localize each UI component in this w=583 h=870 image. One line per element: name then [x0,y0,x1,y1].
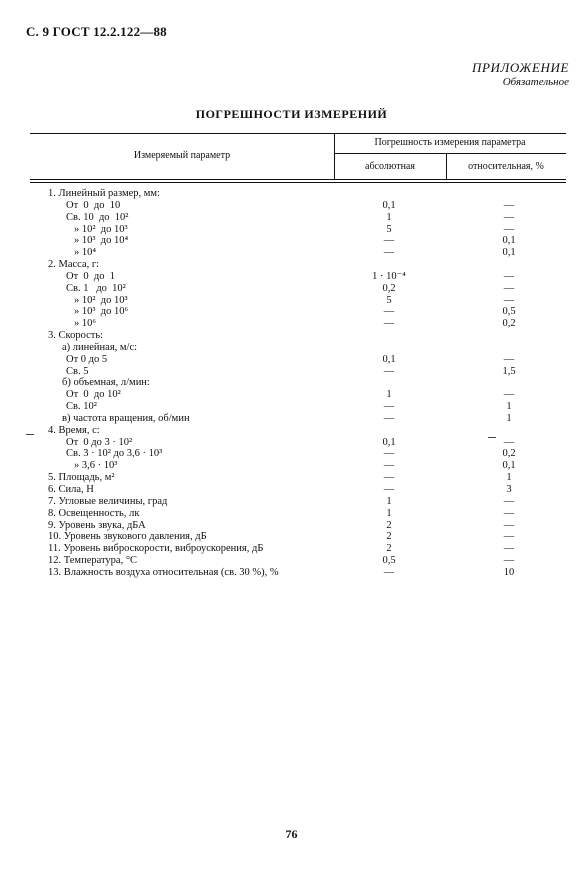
row-relative-value: — [503,199,515,211]
document-title: ПОГРЕШНОСТИ ИЗМЕРЕНИЙ [195,107,388,121]
row-absolute-value: 5 [386,223,392,235]
table-row [0,283,583,295]
table-row [0,520,583,532]
scan-mark [488,437,496,438]
row-relative-value: 1 [506,412,512,424]
row-relative-value: — [503,211,515,223]
row-label: Св. 1 до 10² [66,282,126,294]
row-relative-value: 3 [506,484,512,495]
row-absolute-value: — [383,365,395,377]
row-relative-value: 1 [506,472,512,484]
row-absolute-value: 5 [386,294,392,306]
row-relative-value: — [503,223,515,235]
row-absolute-value: — [383,460,395,472]
page-number: 76 [285,827,298,841]
row-label: 10. Уровень звукового давления, дБ [48,531,207,543]
row-absolute-value: — [383,448,395,460]
row-label: » 10³ до 10⁶ [74,306,129,318]
table-row [0,342,583,354]
table-row [0,366,583,378]
row-label: От 0 до 10² [66,389,121,401]
row-absolute-value: 0,1 [382,199,396,211]
row-absolute-value: 1 · 10⁻⁴ [372,270,406,282]
row-label: Св. 5 [66,365,89,377]
table-row [0,555,583,567]
row-absolute-value: 0,1 [382,436,396,448]
row-label: 7. Угловые величины, град [48,495,168,507]
row-relative-value: — [503,543,515,555]
table-row [0,330,583,342]
row-label: От 0 до 3 · 10² [66,436,133,448]
column-header-absolute: абсолютная [365,161,415,172]
row-absolute-value: 1 [386,495,392,507]
table-row [0,531,583,543]
row-label: 3. Скорость: [48,330,104,342]
row-label: 13. Влажность воздуха относительная (св. 30 %), % [48,566,279,578]
row-label: а) линейная, м/с: [62,341,138,353]
row-label: От 0 до 5 [66,353,108,365]
row-absolute-value: — [383,235,395,247]
row-label: » 10² до 10³ [74,223,128,235]
table-row [0,224,583,236]
table-top-rule [30,133,566,134]
row-relative-value: 1,5 [502,365,516,377]
header-bottom-rule [30,179,566,180]
row-relative-value: — [503,353,515,365]
row-relative-value: 0,1 [502,460,516,472]
table-row [0,318,583,330]
row-relative-value: 1 [506,401,512,413]
row-absolute-value: 0,5 [382,555,396,567]
row-relative-value: — [503,531,515,543]
row-absolute-value: — [383,566,395,578]
row-label: 8. Освещенность, лк [48,507,140,519]
row-relative-value: — [503,555,515,567]
row-label: » 10⁶ [74,318,97,330]
row-label: 9. Уровень звука, дБА [48,519,146,531]
row-label: Св. 10² [66,401,97,413]
row-relative-value: 0,2 [502,448,516,460]
row-relative-value: 0,1 [502,247,516,259]
row-label: » 10³ до 10⁴ [74,235,129,247]
column-header-error: Погрешность измерения параметра [374,137,526,148]
row-absolute-value: — [383,401,395,413]
scan-mark [26,434,34,435]
table-row [0,472,583,484]
table-row [0,437,583,449]
row-absolute-value: 1 [386,389,392,401]
row-relative-value: 0,1 [502,235,516,247]
row-absolute-value: 2 [386,519,392,531]
row-absolute-value: 2 [386,531,392,543]
table-row [0,448,583,460]
row-label: 11. Уровень виброскорости, виброускорения, дБ [48,543,264,555]
row-label: 6. Сила, Н [48,484,94,495]
row-label: б) объемная, л/мин: [62,377,150,389]
row-label: Св. 3 · 10² до 3,6 · 10³ [66,448,163,460]
table-row [0,247,583,259]
row-absolute-value: — [383,412,395,424]
header-mid-rule [334,153,566,154]
row-label: » 10² до 10³ [74,294,128,306]
row-relative-value: 0,2 [502,318,516,330]
appendix-block [472,60,569,90]
row-label: 2. Масса, г: [48,259,100,271]
table-row [0,259,583,271]
row-absolute-value: — [383,306,395,318]
table-row [0,271,583,283]
row-absolute-value: 0,2 [382,282,396,294]
table-row [0,295,583,307]
table-row [0,413,583,425]
row-label: в) частота вращения, об/мин [62,412,190,424]
table-row [0,484,583,496]
row-relative-value: — [503,519,515,531]
table-row [0,401,583,413]
table-row [0,460,583,472]
column-header-parameter: Измеряемый параметр [133,150,231,161]
row-label: От 0 до 10 [66,199,121,211]
row-relative-value: 0,5 [502,306,516,318]
table-row [0,425,583,437]
row-label: 5. Площадь, м² [48,472,115,484]
row-label: 12. Температура, °С [48,555,138,567]
row-label: 4. Время, с: [48,424,100,436]
table-row [0,496,583,508]
table-row [0,212,583,224]
row-label: » 3,6 · 10³ [74,460,118,472]
row-label: » 10⁴ [74,247,97,259]
table-row [0,235,583,247]
row-absolute-value: 0,1 [382,353,396,365]
table-row [0,188,583,200]
row-absolute-value: 1 [386,211,392,223]
row-absolute-value: — [383,318,395,330]
row-absolute-value: — [383,484,395,495]
table-row [0,200,583,212]
row-label: 1. Линейный размер, мм: [48,188,160,199]
header-bottom-rule-double [30,182,566,183]
row-relative-value: — [503,507,515,519]
row-label: От 0 до 1 [66,270,116,282]
column-header-relative: относительная, % [468,161,544,172]
row-absolute-value: — [383,472,395,484]
table-row [0,567,583,579]
row-relative-value: — [503,389,515,401]
row-relative-value: — [503,282,515,294]
row-relative-value: — [503,495,515,507]
row-relative-value: — [503,270,515,282]
table-row [0,354,583,366]
row-absolute-value: 2 [386,543,392,555]
table-row [0,377,583,389]
row-absolute-value: 1 [386,507,392,519]
row-label: Св. 10 до 10² [66,211,129,223]
row-absolute-value: — [383,247,395,259]
appendix-subtitle: Обязательное [502,76,569,88]
table-row [0,389,583,401]
page-header: С. 9 ГОСТ 12.2.122—88 [26,24,167,39]
appendix-title: ПРИЛОЖЕНИЕ [472,60,569,75]
table-row [0,306,583,318]
row-relative-value: 10 [503,566,515,578]
row-relative-value: — [503,294,515,306]
table-row [0,543,583,555]
row-relative-value: — [503,436,515,448]
table-row [0,508,583,520]
